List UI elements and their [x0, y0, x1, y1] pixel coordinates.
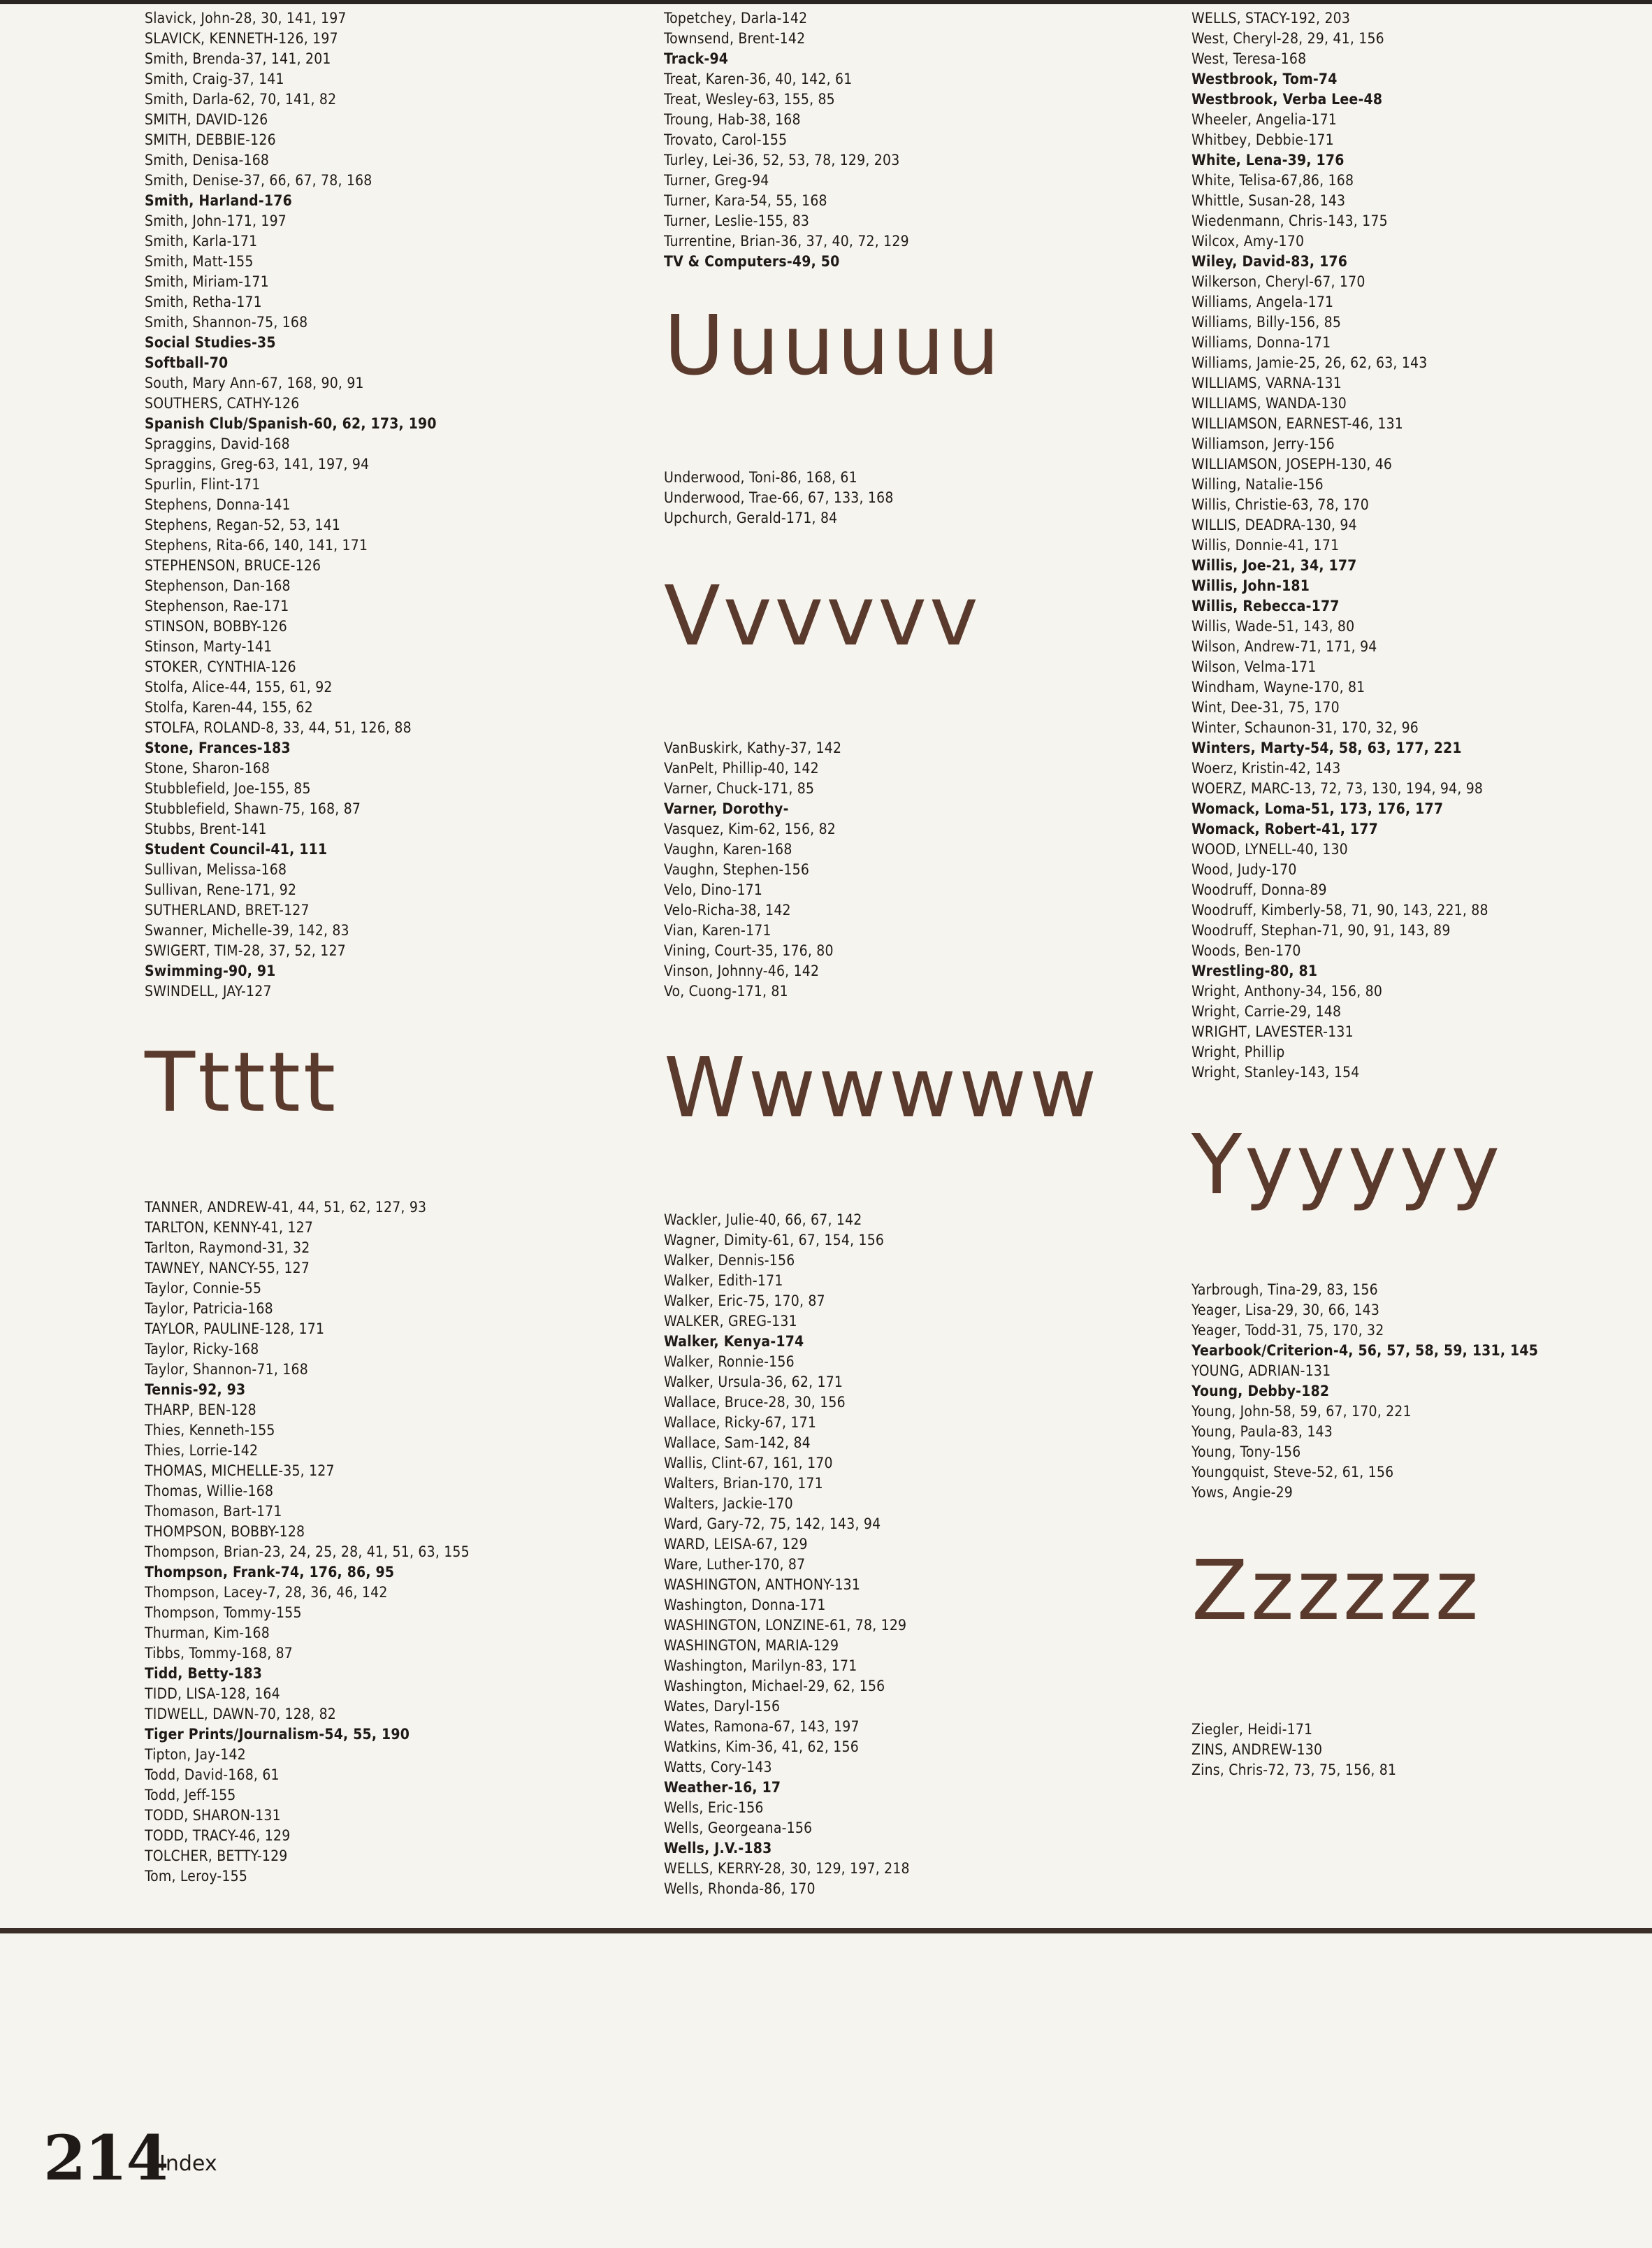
- index-entry: Underwood, Trae-66, 67, 133, 168: [664, 489, 894, 506]
- index-entry: Young, Tony-156: [1191, 1443, 1301, 1460]
- index-entry: TIDWELL, DAWN-70, 128, 82: [145, 1706, 337, 1722]
- section-heading: Wwwwww: [664, 1039, 1100, 1136]
- index-entry: Upchurch, Gerald-171, 84: [664, 510, 838, 526]
- index-entry: WELLS, STACY-192, 203: [1191, 10, 1351, 27]
- section-heading: Zzzzzz: [1191, 1542, 1481, 1638]
- page-label: Index: [159, 2152, 217, 2176]
- index-entry: Williams, Donna-171: [1191, 334, 1331, 351]
- index-entry: Velo, Dino-171: [664, 881, 763, 898]
- index-entry: Vaughn, Karen-168: [664, 841, 792, 858]
- index-entry: Softball-70: [145, 354, 229, 371]
- index-entry: Stone, Sharon-168: [145, 760, 270, 777]
- index-entry: STINSON, BOBBY-126: [145, 618, 287, 635]
- index-entry: Yearbook/Criterion-4, 56, 57, 58, 59, 131, 145: [1191, 1342, 1539, 1359]
- index-entry: Ware, Luther-170, 87: [664, 1556, 806, 1573]
- index-entry: WILLIS, DEADRA-130, 94: [1191, 517, 1357, 533]
- index-column-2: [664, 8, 1181, 1899]
- index-entry: Stolfa, Karen-44, 155, 62: [145, 699, 313, 716]
- index-entry: Wright, Stanley-143, 154: [1191, 1064, 1360, 1081]
- index-entry: Walker, Ursula-36, 62, 171: [664, 1374, 843, 1390]
- index-entry: Stolfa, Alice-44, 155, 61, 92: [145, 679, 333, 696]
- index-entry: Trovato, Carol-155: [664, 131, 788, 148]
- index-entry: WARD, LEISA-67, 129: [664, 1536, 808, 1552]
- index-entry: Tidd, Betty-183: [145, 1665, 263, 1682]
- index-entry: WILLIAMS, WANDA-130: [1191, 395, 1347, 412]
- index-entry: Woerz, Kristin-42, 143: [1191, 760, 1341, 777]
- index-entry: STEPHENSON, BRUCE-126: [145, 557, 321, 574]
- index-entry: TV & Computers-49, 50: [664, 253, 840, 270]
- index-entry: Swimming-90, 91: [145, 963, 276, 979]
- index-entry: Wright, Carrie-29, 148: [1191, 1003, 1342, 1020]
- index-entry: Turley, Lei-36, 52, 53, 78, 129, 203: [664, 152, 900, 168]
- index-entry: Young, Debby-182: [1191, 1383, 1330, 1399]
- index-entry: WILLIAMSON, JOSEPH-130, 46: [1191, 456, 1393, 473]
- index-entry: SLAVICK, KENNETH-126, 197: [145, 30, 338, 47]
- index-entry: Youngquist, Steve-52, 61, 156: [1191, 1464, 1394, 1480]
- index-entry: Woodruff, Stephan-71, 90, 91, 143, 89: [1191, 922, 1451, 939]
- index-entry: Williamson, Jerry-156: [1191, 435, 1335, 452]
- index-entry: Spanish Club/Spanish-60, 62, 173, 190: [145, 415, 437, 432]
- index-entry: Wiley, David-83, 176: [1191, 253, 1348, 270]
- index-entry: Vasquez, Kim-62, 156, 82: [664, 821, 836, 837]
- index-entry: Vinson, Johnny-46, 142: [664, 963, 820, 979]
- index-entry: YOUNG, ADRIAN-131: [1191, 1362, 1331, 1379]
- index-entry: Willis, Christie-63, 78, 170: [1191, 496, 1369, 513]
- index-entry: Topetchey, Darla-142: [664, 10, 808, 27]
- index-entry: Smith, Denisa-168: [145, 152, 270, 168]
- index-entry: Wells, J.V.-183: [664, 1840, 772, 1857]
- index-entry: SOUTHERS, CATHY-126: [145, 395, 300, 412]
- index-entry: Willis, Rebecca-177: [1191, 598, 1340, 614]
- index-entry: Wilson, Andrew-71, 171, 94: [1191, 638, 1377, 655]
- index-entry: Underwood, Toni-86, 168, 61: [664, 469, 857, 486]
- index-entry: Smith, Craig-37, 141: [145, 71, 284, 87]
- index-entry: Treat, Karen-36, 40, 142, 61: [664, 71, 853, 87]
- index-entry: Whitbey, Debbie-171: [1191, 131, 1334, 148]
- index-entry: Washington, Donna-171: [664, 1597, 826, 1613]
- index-entry: Todd, David-168, 61: [145, 1766, 280, 1783]
- index-entry: TAYLOR, PAULINE-128, 171: [145, 1320, 325, 1337]
- index-entry: Tiger Prints/Journalism-54, 55, 190: [145, 1726, 410, 1743]
- index-entry: Tipton, Jay-142: [145, 1746, 246, 1763]
- index-entry: Stephens, Regan-52, 53, 141: [145, 517, 341, 533]
- index-entry: Smith, Matt-155: [145, 253, 254, 270]
- index-entry: Turner, Greg-94: [664, 172, 769, 189]
- index-entry: West, Cheryl-28, 29, 41, 156: [1191, 30, 1384, 47]
- index-entry: Taylor, Ricky-168: [145, 1341, 259, 1357]
- index-entry: White, Lena-39, 176: [1191, 152, 1345, 168]
- index-entry: Stubblefield, Joe-155, 85: [145, 780, 311, 797]
- index-entry: Zins, Chris-72, 73, 75, 156, 81: [1191, 1761, 1397, 1778]
- index-entry: Wilkerson, Cheryl-67, 170: [1191, 273, 1365, 290]
- index-entry: Walker, Eric-75, 170, 87: [664, 1292, 825, 1309]
- index-entry: Thies, Kenneth-155: [145, 1422, 275, 1439]
- index-entry: Wiedenmann, Chris-143, 175: [1191, 212, 1388, 229]
- index-entry: Taylor, Connie-55: [145, 1280, 262, 1297]
- index-entry: Smith, Shannon-75, 168: [145, 314, 308, 331]
- index-entry: Townsend, Brent-142: [664, 30, 806, 47]
- index-entry: Varner, Chuck-171, 85: [664, 780, 815, 797]
- index-entry: Swanner, Michelle-39, 142, 83: [145, 922, 349, 939]
- index-entry: Willis, John-181: [1191, 577, 1310, 594]
- index-entry: SMITH, DEBBIE-126: [145, 131, 276, 148]
- index-entry: WILLIAMSON, EARNEST-46, 131: [1191, 415, 1404, 432]
- index-entry: Tibbs, Tommy-168, 87: [145, 1645, 294, 1662]
- index-entry: Wates, Ramona-67, 143, 197: [664, 1718, 860, 1735]
- index-entry: South, Mary Ann-67, 168, 90, 91: [145, 375, 364, 391]
- index-entry: Whittle, Susan-28, 143: [1191, 192, 1346, 209]
- index-entry: Vo, Cuong-171, 81: [664, 983, 788, 1000]
- index-entry: Weather-16, 17: [664, 1779, 781, 1796]
- index-entry: Watkins, Kim-36, 41, 62, 156: [664, 1738, 859, 1755]
- index-entry: ZINS, ANDREW-130: [1191, 1741, 1323, 1758]
- index-entry: Troung, Hab-38, 168: [664, 111, 801, 128]
- index-entry: Woodruff, Donna-89: [1191, 881, 1327, 898]
- index-entry: TODD, TRACY-46, 129: [145, 1827, 291, 1844]
- index-entry: Washington, Marilyn-83, 171: [664, 1657, 857, 1674]
- top-rule: [0, 0, 1652, 4]
- index-entry: Taylor, Patricia-168: [145, 1300, 273, 1317]
- index-entry: Social Studies-35: [145, 334, 276, 351]
- index-entry: Walker, Kenya-174: [664, 1333, 804, 1350]
- index-entry: Williams, Jamie-25, 26, 62, 63, 143: [1191, 354, 1428, 371]
- index-entry: WASHINGTON, MARIA-129: [664, 1637, 839, 1654]
- index-entry: WOOD, LYNELL-40, 130: [1191, 841, 1348, 858]
- index-entry: Taylor, Shannon-71, 168: [145, 1361, 308, 1378]
- index-entry: Stephens, Rita-66, 140, 141, 171: [145, 537, 368, 554]
- index-entry: Wint, Dee-31, 75, 170: [1191, 699, 1340, 716]
- index-entry: WILLIAMS, VARNA-131: [1191, 375, 1342, 391]
- index-entry: Smith, Darla-62, 70, 141, 82: [145, 91, 337, 108]
- index-entry: Yarbrough, Tina-29, 83, 156: [1191, 1281, 1378, 1298]
- index-entry: Tarlton, Raymond-31, 32: [145, 1239, 310, 1256]
- index-entry: Wilson, Velma-171: [1191, 658, 1317, 675]
- index-entry: Smith, Karla-171: [145, 233, 258, 250]
- index-entry: WELLS, KERRY-28, 30, 129, 197, 218: [664, 1860, 910, 1877]
- index-entry: VanPelt, Phillip-40, 142: [664, 760, 819, 777]
- index-entry: Westbrook, Verba Lee-48: [1191, 91, 1383, 108]
- index-entry: Windham, Wayne-170, 81: [1191, 679, 1365, 696]
- index-entry: Williams, Billy-156, 85: [1191, 314, 1342, 331]
- index-entry: Student Council-41, 111: [145, 841, 328, 858]
- index-entry: Wagner, Dimity-61, 67, 154, 156: [664, 1232, 885, 1248]
- index-entry: Stephenson, Rae-171: [145, 598, 289, 614]
- index-entry: White, Telisa-67,86, 168: [1191, 172, 1354, 189]
- index-entry: SWIGERT, TIM-28, 37, 52, 127: [145, 942, 346, 959]
- section-heading: Vvvvvv: [664, 568, 981, 664]
- index-entry: Smith, Miriam-171: [145, 273, 269, 290]
- index-entry: Sullivan, Melissa-168: [145, 861, 287, 878]
- index-entry: Stubbs, Brent-141: [145, 821, 267, 837]
- index-entry: Walker, Dennis-156: [664, 1252, 795, 1269]
- index-entry: STOKER, CYNTHIA-126: [145, 658, 296, 675]
- index-entry: Smith, Brenda-37, 141, 201: [145, 50, 331, 67]
- bottom-rule: [0, 1928, 1652, 1933]
- index-entry: Wells, Eric-156: [664, 1799, 764, 1816]
- index-entry: Walters, Brian-170, 171: [664, 1475, 823, 1492]
- index-entry: Thomason, Bart-171: [145, 1503, 282, 1520]
- index-entry: Track-94: [664, 50, 729, 67]
- index-entry: Walker, Ronnie-156: [664, 1353, 795, 1370]
- index-entry: Wood, Judy-170: [1191, 861, 1297, 878]
- index-entry: Tom, Leroy-155: [145, 1868, 248, 1885]
- index-entry: Spraggins, Greg-63, 141, 197, 94: [145, 456, 370, 473]
- index-entry: Smith, Denise-37, 66, 67, 78, 168: [145, 172, 372, 189]
- index-entry: Woodruff, Kimberly-58, 71, 90, 143, 221, 88: [1191, 902, 1488, 918]
- index-entry: TAWNEY, NANCY-55, 127: [145, 1260, 310, 1276]
- index-entry: TODD, SHARON-131: [145, 1807, 281, 1824]
- index-entry: VanBuskirk, Kathy-37, 142: [664, 740, 842, 756]
- index-entry: Slavick, John-28, 30, 141, 197: [145, 10, 347, 27]
- index-entry: THARP, BEN-128: [145, 1402, 256, 1418]
- index-entry: TANNER, ANDREW-41, 44, 51, 62, 127, 93: [145, 1199, 427, 1216]
- index-entry: Walters, Jackie-170: [664, 1495, 793, 1512]
- index-entry: Wallis, Clint-67, 161, 170: [664, 1455, 833, 1471]
- index-column-3: [1191, 8, 1639, 1780]
- index-entry: THOMAS, MICHELLE-35, 127: [145, 1462, 335, 1479]
- index-entry: WOERZ, MARC-13, 72, 73, 130, 194, 94, 98: [1191, 780, 1484, 797]
- index-entry: WASHINGTON, ANTHONY-131: [664, 1576, 861, 1593]
- index-entry: Thompson, Frank-74, 176, 86, 95: [145, 1564, 395, 1580]
- index-entry: Wallace, Ricky-67, 171: [664, 1414, 817, 1431]
- index-entry: Yeager, Todd-31, 75, 170, 32: [1191, 1322, 1384, 1339]
- index-entry: Yeager, Lisa-29, 30, 66, 143: [1191, 1302, 1380, 1318]
- index-entry: Wilcox, Amy-170: [1191, 233, 1305, 250]
- index-entry: WRIGHT, LAVESTER-131: [1191, 1023, 1354, 1040]
- index-entry: Turrentine, Brian-36, 37, 40, 72, 129: [664, 233, 909, 250]
- index-entry: Todd, Jeff-155: [145, 1787, 236, 1803]
- index-entry: Vaughn, Stephen-156: [664, 861, 810, 878]
- index-entry: Smith, John-171, 197: [145, 212, 287, 229]
- section-heading: Ttttt: [145, 1034, 339, 1130]
- index-entry: Vian, Karen-171: [664, 922, 771, 939]
- index-entry: Woods, Ben-170: [1191, 942, 1301, 959]
- index-entry: Ward, Gary-72, 75, 142, 143, 94: [664, 1515, 881, 1532]
- index-entry: Stephens, Donna-141: [145, 496, 291, 513]
- index-entry: West, Teresa-168: [1191, 50, 1307, 67]
- index-entry: Thompson, Tommy-155: [145, 1604, 302, 1621]
- index-entry: Wallace, Sam-142, 84: [664, 1434, 811, 1451]
- index-entry: Willis, Donnie-41, 171: [1191, 537, 1340, 554]
- index-entry: Yows, Angie-29: [1191, 1484, 1294, 1501]
- index-entry: Young, Paula-83, 143: [1191, 1423, 1333, 1440]
- index-entry: Wates, Daryl-156: [664, 1698, 781, 1715]
- index-entry: Stinson, Marty-141: [145, 638, 273, 655]
- index-entry: Spraggins, David-168: [145, 435, 290, 452]
- index-entry: Thies, Lorrie-142: [145, 1442, 259, 1459]
- index-entry: SUTHERLAND, BRET-127: [145, 902, 310, 918]
- index-entry: WASHINGTON, LONZINE-61, 78, 129: [664, 1617, 907, 1634]
- index-entry: WALKER, GREG-131: [664, 1313, 797, 1330]
- index-entry: Williams, Angela-171: [1191, 294, 1334, 310]
- section-heading: Uuuuuu: [664, 297, 1003, 394]
- index-entry: Wells, Rhonda-86, 170: [664, 1880, 816, 1897]
- index-entry: Turner, Kara-54, 55, 168: [664, 192, 827, 209]
- index-entry: Washington, Michael-29, 62, 156: [664, 1678, 885, 1694]
- index-entry: Willis, Wade-51, 143, 80: [1191, 618, 1355, 635]
- index-entry: SWINDELL, JAY-127: [145, 983, 272, 1000]
- index-entry: Treat, Wesley-63, 155, 85: [664, 91, 835, 108]
- index-entry: Thompson, Lacey-7, 28, 36, 46, 142: [145, 1584, 388, 1601]
- index-entry: Sullivan, Rene-171, 92: [145, 881, 297, 898]
- index-entry: Winter, Schaunon-31, 170, 32, 96: [1191, 719, 1419, 736]
- index-entry: Westbrook, Tom-74: [1191, 71, 1338, 87]
- index-entry: Smith, Retha-171: [145, 294, 262, 310]
- index-entry: THOMPSON, BOBBY-128: [145, 1523, 305, 1540]
- index-entry: SMITH, DAVID-126: [145, 111, 268, 128]
- index-entry: Wrestling-80, 81: [1191, 963, 1318, 979]
- index-entry: Turner, Leslie-155, 83: [664, 212, 810, 229]
- index-entry: Walker, Edith-171: [664, 1272, 783, 1289]
- index-entry: Wallace, Bruce-28, 30, 156: [664, 1394, 846, 1411]
- section-heading: Yyyyyy: [1191, 1116, 1503, 1213]
- index-entry: Velo-Richa-38, 142: [664, 902, 791, 918]
- index-entry: Thompson, Brian-23, 24, 25, 28, 41, 51, 63, 155: [145, 1543, 470, 1560]
- index-entry: Wheeler, Angelia-171: [1191, 111, 1338, 128]
- index-entry: Varner, Dorothy-: [664, 800, 789, 817]
- index-entry: Thomas, Willie-168: [145, 1483, 274, 1499]
- index-entry: Spurlin, Flint-171: [145, 476, 261, 493]
- index-entry: Watts, Cory-143: [664, 1759, 772, 1775]
- index-entry: Stephenson, Dan-168: [145, 577, 291, 594]
- index-entry: Young, John-58, 59, 67, 170, 221: [1191, 1403, 1412, 1420]
- page-number: 214: [43, 2121, 168, 2194]
- index-entry: TARLTON, KENNY-41, 127: [145, 1219, 314, 1236]
- index-entry: Winters, Marty-54, 58, 63, 177, 221: [1191, 740, 1462, 756]
- index-entry: Wackler, Julie-40, 66, 67, 142: [664, 1211, 862, 1228]
- index-entry: Womack, Robert-41, 177: [1191, 821, 1378, 837]
- index-entry: Vining, Court-35, 176, 80: [664, 942, 834, 959]
- index-column-1: [145, 8, 648, 1887]
- index-entry: Womack, Loma-51, 173, 176, 177: [1191, 800, 1444, 817]
- index-entry: Willis, Joe-21, 34, 177: [1191, 557, 1357, 574]
- index-entry: Smith, Harland-176: [145, 192, 292, 209]
- index-entry: Willing, Natalie-156: [1191, 476, 1324, 493]
- index-entry: Stone, Frances-183: [145, 740, 291, 756]
- index-entry: Ziegler, Heidi-171: [1191, 1721, 1313, 1738]
- index-entry: STOLFA, ROLAND-8, 33, 44, 51, 126, 88: [145, 719, 412, 736]
- index-entry: Thurman, Kim-168: [145, 1624, 270, 1641]
- index-entry: TIDD, LISA-128, 164: [145, 1685, 280, 1702]
- index-entry: Wright, Anthony-34, 156, 80: [1191, 983, 1383, 1000]
- index-entry: Tennis-92, 93: [145, 1381, 246, 1398]
- index-entry: Wells, Georgeana-156: [664, 1820, 813, 1836]
- index-entry: TOLCHER, BETTY-129: [145, 1847, 288, 1864]
- index-entry: Stubblefield, Shawn-75, 168, 87: [145, 800, 361, 817]
- index-entry: Wright, Phillip: [1191, 1044, 1285, 1060]
